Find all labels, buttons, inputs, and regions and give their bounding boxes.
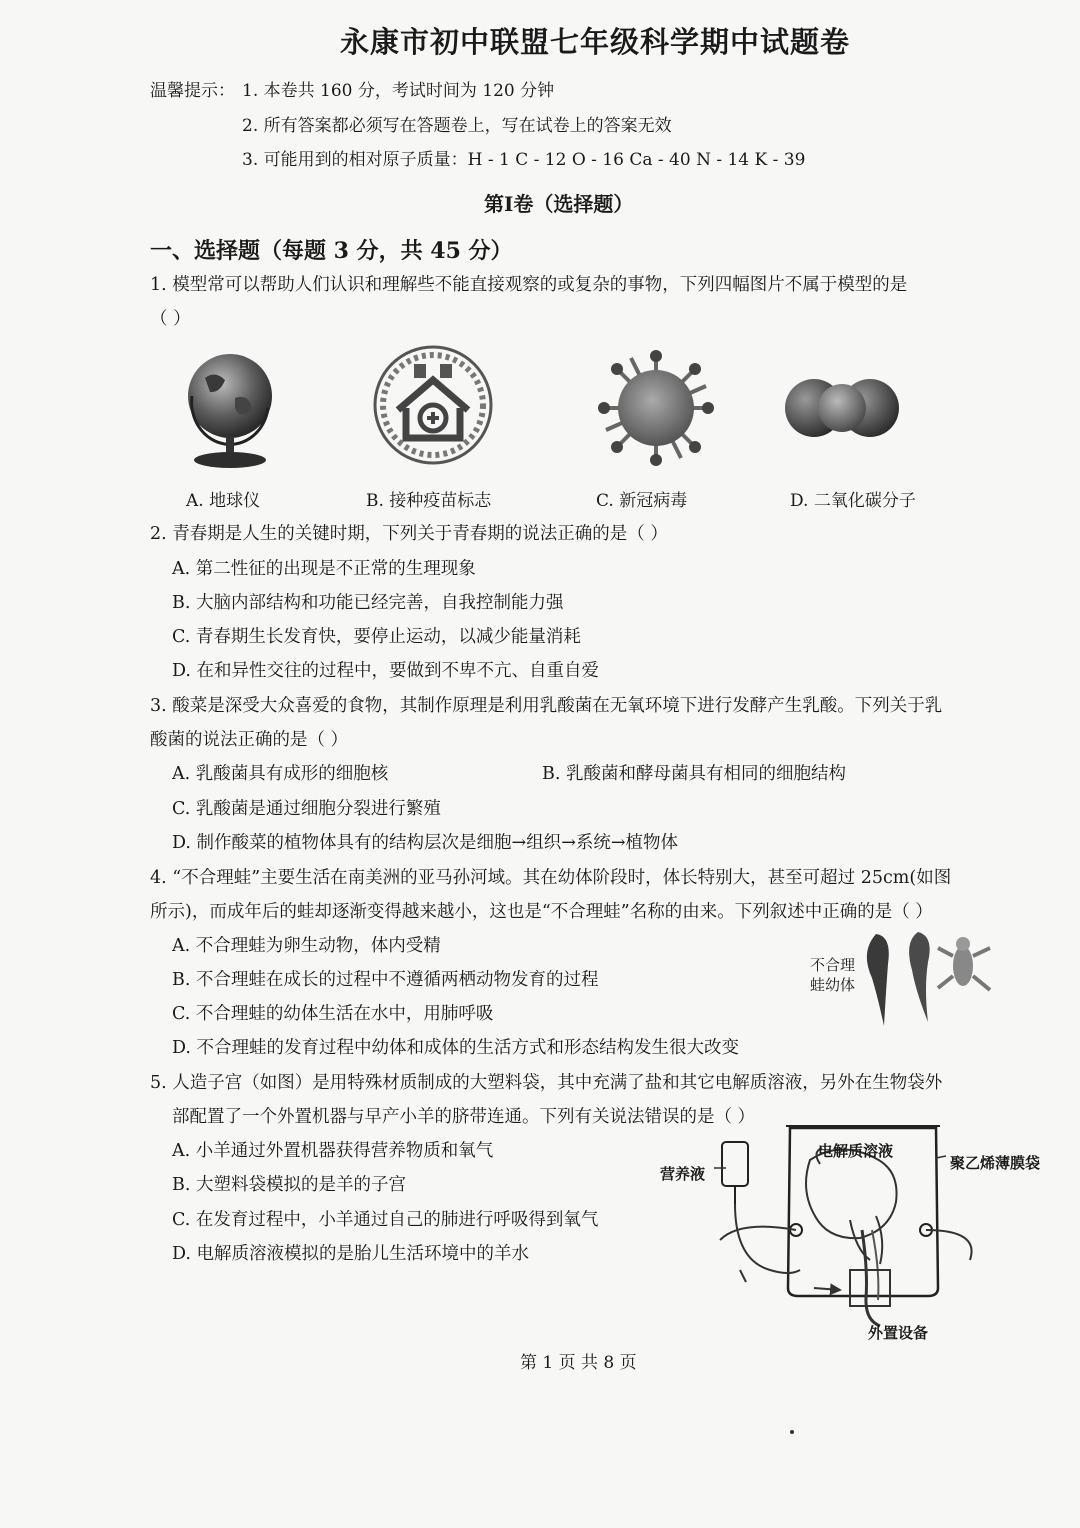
label-film-bag: 聚乙烯薄膜袋 [950, 1154, 1041, 1172]
q3-option-c: C. 乳酸菌是通过细胞分裂进行繁殖 [172, 799, 441, 819]
q1-option-b: B. 接种疫苗标志 [366, 491, 492, 511]
q4-option-c: C. 不合理蛙的幼体生活在水中，用肺呼吸 [172, 1004, 494, 1024]
q4-option-a: A. 不合理蛙为卵生动物，体内受精 [172, 936, 441, 956]
part-title: 第Ⅰ卷（选择题） [484, 192, 634, 216]
q3-option-b: B. 乳酸菌和酵母菌具有相同的细胞结构 [542, 764, 846, 784]
q2-option-b: B. 大脑内部结构和功能已经完善，自我控制能力强 [172, 593, 564, 613]
q3-stem-line-1: 3. 酸菜是深受大众喜爱的食物，其制作原理是利用乳酸菌在无氧环境下进行发酵产生乳酸。下列关于乳 [150, 696, 943, 716]
q4-stem-line-1: 4. “不合理蛙”主要生活在南美洲的亚马孙河域。其在幼体阶段时，体长特别大，甚至可超过 25cm(如图 [150, 868, 952, 888]
q5-option-d: D. 电解质溶液模拟的是胎儿生活环境中的羊水 [172, 1244, 530, 1264]
q3-stem-line-2: 酸菌的说法正确的是（ ） [150, 730, 349, 750]
q2-option-d: D. 在和异性交往的过程中，要做到不卑不亢、自重自爱 [172, 661, 600, 681]
stray-dot [790, 1430, 794, 1434]
label-external-device: 外置设备 [868, 1324, 929, 1342]
q5-option-b: B. 大塑料袋模拟的是羊的子宫 [172, 1175, 406, 1195]
q5-stem-line-2: 部配置了一个外置机器与早产小羊的脐带连通。下列有关说法错误的是（ ） [172, 1107, 756, 1127]
q2-stem: 2. 青春期是人生的关键时期，下列关于青春期的说法正确的是（ ） [150, 524, 668, 544]
q5-stem-line-1: 5. 人造子宫（如图）是用特殊材质制成的大塑料袋，其中充满了盐和其它电解质溶液，另外在生物袋外 [150, 1073, 943, 1093]
section-title: 一、选择题（每题 3 分，共 45 分） [150, 238, 513, 264]
q1-option-d: D. 二氧化碳分子 [790, 491, 916, 511]
q5-option-c: C. 在发育过程中，小羊通过自己的肺进行呼吸得到氧气 [172, 1210, 599, 1230]
frog-figure-label-2: 蛙幼体 [810, 976, 856, 994]
frog-figure-label-1: 不合理 [810, 956, 856, 974]
tadpole-frog-image [858, 928, 998, 1030]
exam-title: 永康市初中联盟七年级科学期中试题卷 [340, 25, 851, 59]
q3-option-d: D. 制作酸菜的植物体具有的结构层次是细胞→组织→系统→植物体 [172, 833, 679, 853]
label-electrolyte: 电解质溶液 [818, 1142, 894, 1160]
q5-option-a: A. 小羊通过外置机器获得营养物质和氧气 [172, 1141, 494, 1161]
label-nutrient-solution: 营养液 [660, 1165, 706, 1183]
q1-option-c: C. 新冠病毒 [596, 491, 688, 511]
page-footer: 第 1 页 共 8 页 [520, 1353, 637, 1373]
q1-paren: （ ） [150, 309, 191, 329]
q4-stem-line-2: 所示)，而成年后的蛙却逐渐变得越来越小，这也是“不合理蛙”名称的由来。下列叙述中正确的是（ ） [150, 902, 933, 922]
coronavirus-image [596, 348, 716, 468]
q3-option-a: A. 乳酸菌具有成形的细胞核 [172, 764, 389, 784]
globe-image [180, 348, 280, 473]
notice-item-2: 2. 所有答案都必须写在答题卷上，写在试卷上的答案无效 [242, 116, 672, 136]
q2-option-c: C. 青春期生长发育快，要停止运动，以减少能量消耗 [172, 627, 581, 647]
q4-option-b: B. 不合理蛙在成长的过程中不遵循两栖动物发育的过程 [172, 970, 599, 990]
q2-option-a: A. 第二性征的出现是不正常的生理现象 [172, 559, 476, 579]
co2-molecule-image [784, 372, 900, 444]
notice-item-3: 3. 可能用到的相对原子质量：H - 1 C - 12 O - 16 Ca - 40 N - 14 K - 39 [242, 150, 806, 170]
q1-option-a: A. 地球仪 [186, 491, 261, 511]
notice-item-1: 1. 本卷共 160 分，考试时间为 120 分钟 [242, 81, 555, 101]
q1-stem: 1. 模型常可以帮助人们认识和理解些不能直接观察的或复杂的事物，下列四幅图片不属于模型的是 [150, 275, 908, 295]
vaccine-logo-image [368, 340, 498, 470]
q4-option-d: D. 不合理蛙的发育过程中幼体和成体的生活方式和形态结构发生很大改变 [172, 1038, 740, 1058]
notice-label: 温馨提示： [150, 81, 235, 101]
